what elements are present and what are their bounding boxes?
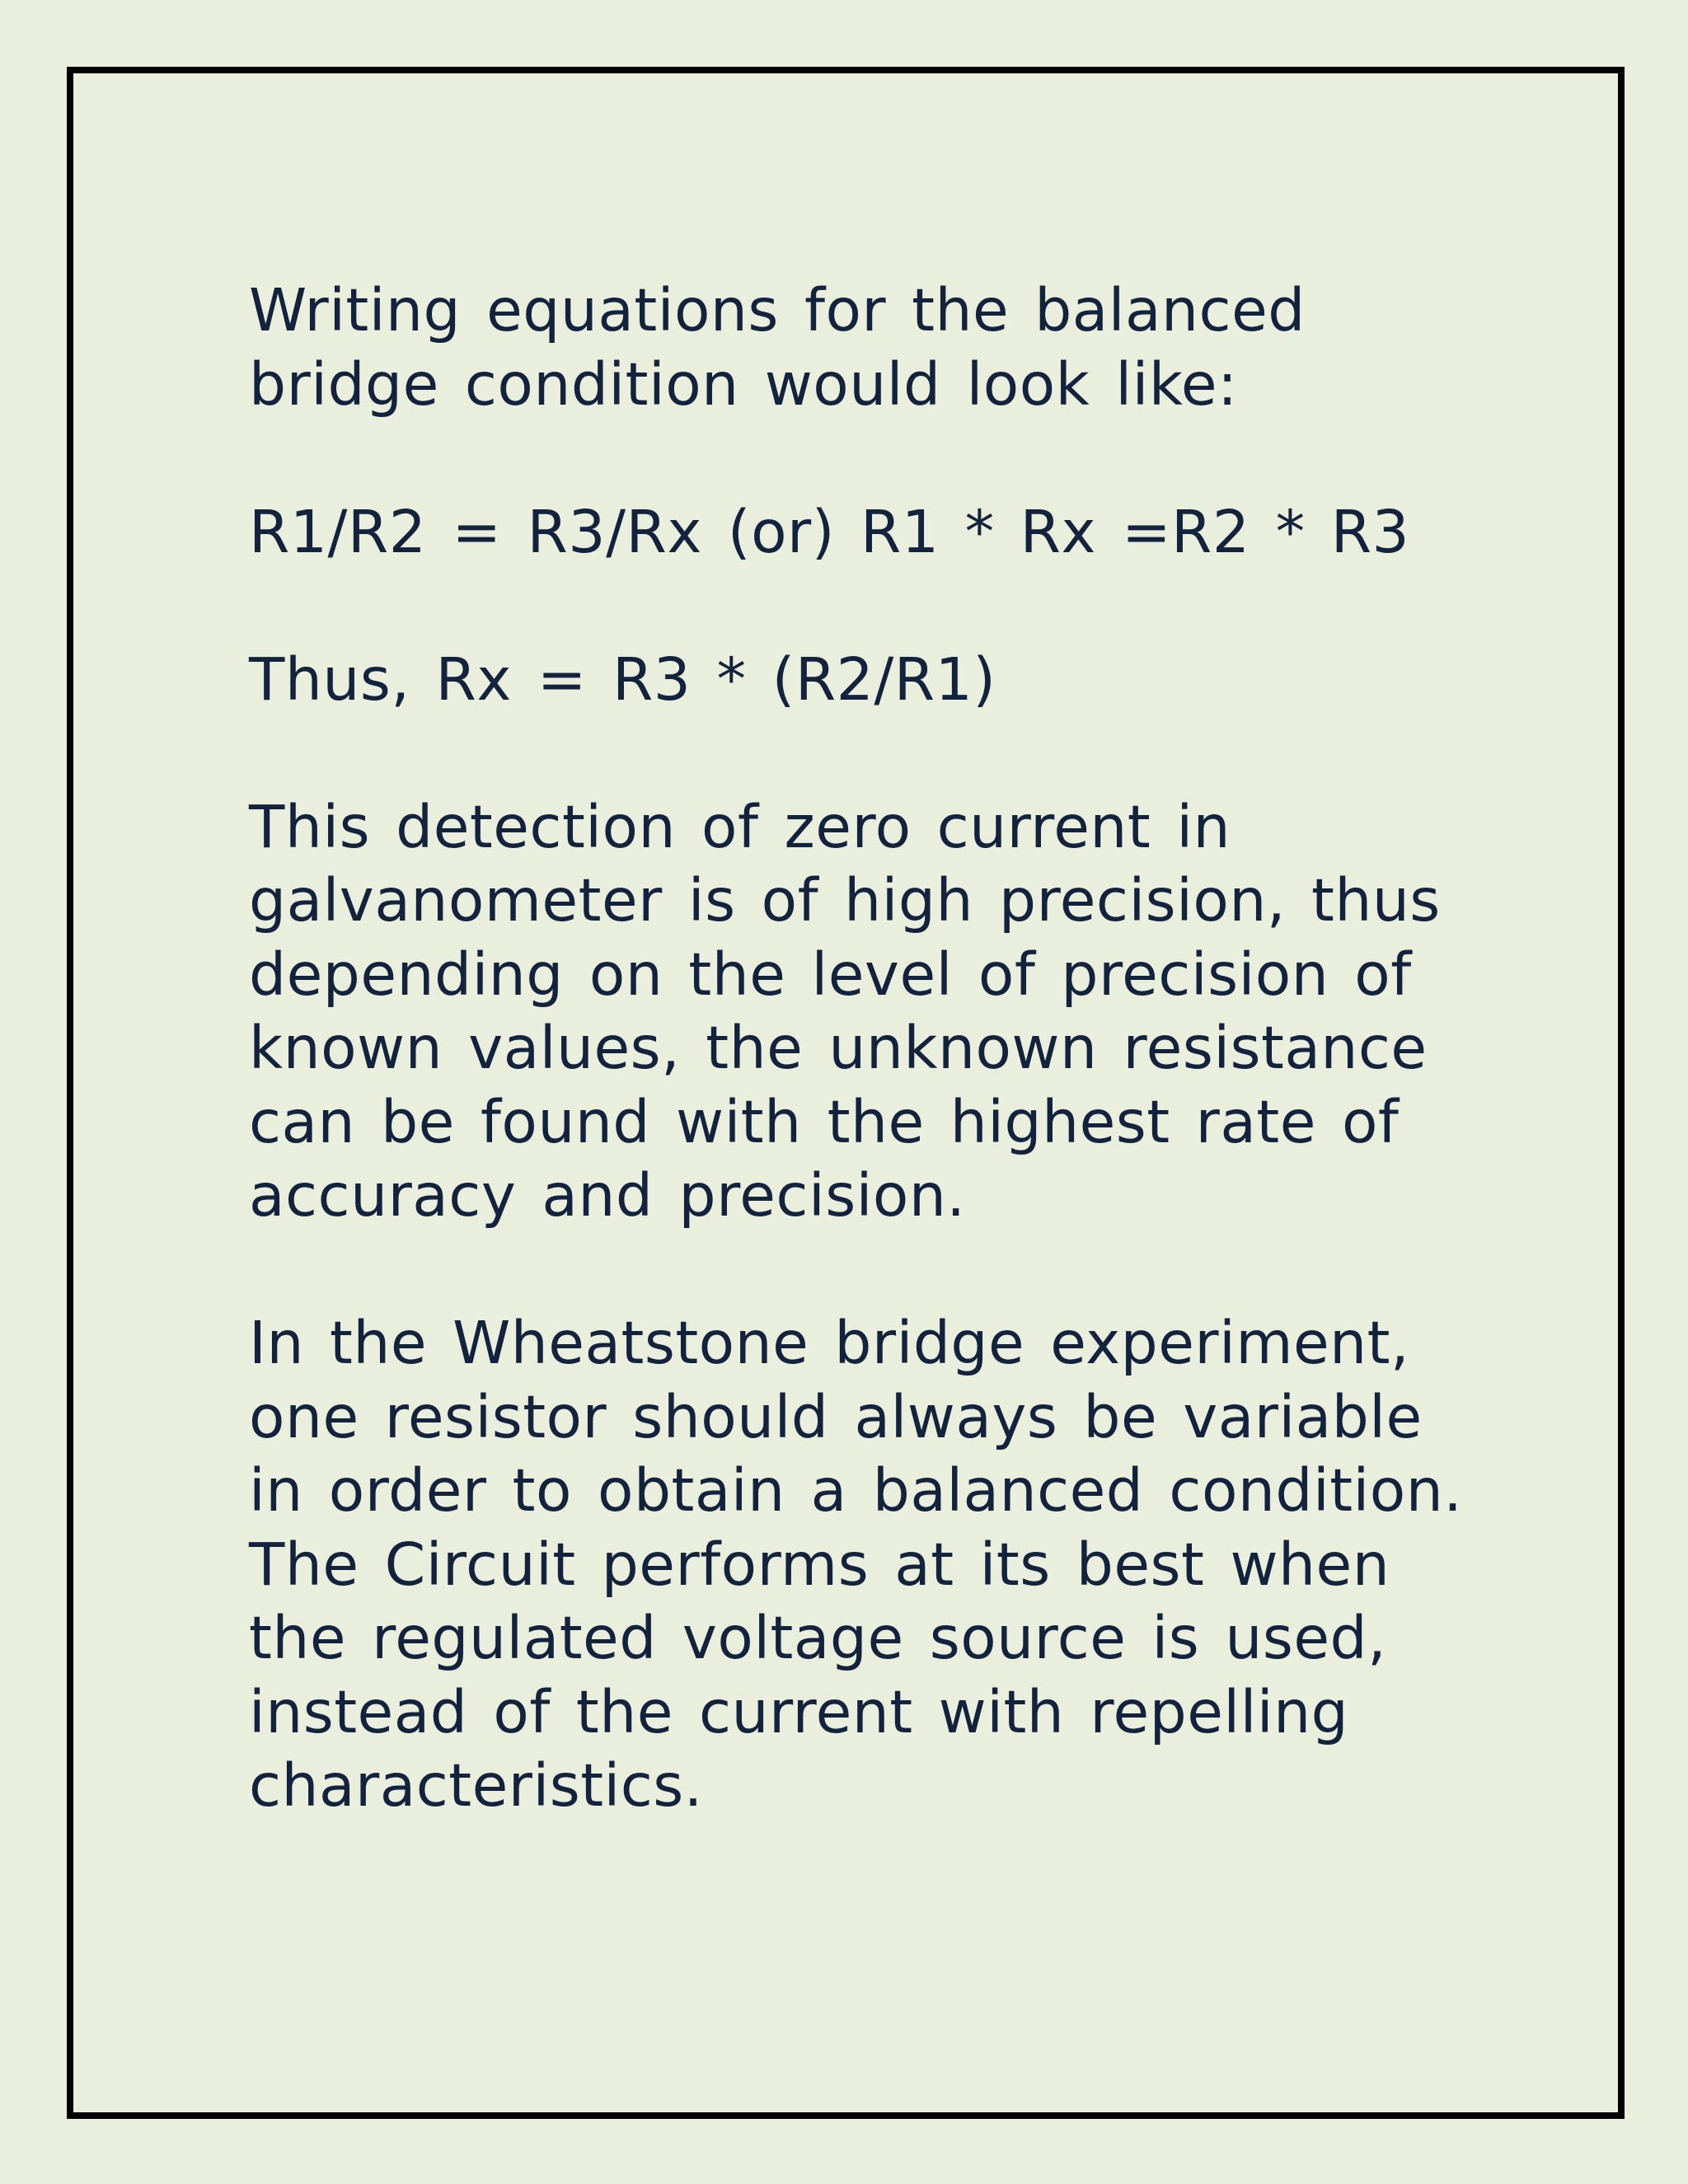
equation-line: Thus, Rx = R3 * (R2/R1)	[249, 644, 996, 714]
precision-paragraph	[249, 790, 1535, 1233]
text-line: In the Wheatstone bridge experiment,	[249, 1309, 1410, 1377]
balance-equation	[249, 495, 1535, 569]
equation-line: R1/R2 = R3/Rx (or) R1 * Rx =R2 * R3	[249, 497, 1410, 566]
document-body	[249, 274, 1535, 1896]
text-line: characteristics.	[249, 1751, 703, 1820]
text-line: one resistor should always be variable	[249, 1382, 1423, 1451]
text-line: Writing equations for the balanced	[249, 276, 1306, 344]
text-line: accuracy and precision.	[249, 1161, 966, 1230]
text-line: bridge condition would look like:	[249, 349, 1238, 419]
text-line: known values, the unknown resistance	[249, 1014, 1428, 1082]
rx-equation	[249, 643, 1535, 717]
text-line: in order to obtain a balanced condition.	[249, 1456, 1463, 1525]
text-line: This detection of zero current in	[249, 792, 1231, 861]
text-line: the regulated voltage source is used,	[249, 1604, 1387, 1672]
text-line: instead of the current with repelling	[249, 1677, 1349, 1746]
text-line: The Circuit performs at its best when	[249, 1530, 1390, 1599]
experiment-paragraph	[249, 1306, 1535, 1823]
text-line: can be found with the highest rate of	[249, 1087, 1400, 1156]
text-line: galvanometer is of high precision, thus	[249, 866, 1441, 935]
intro-paragraph	[249, 274, 1535, 421]
text-line: depending on the level of precision of	[249, 940, 1412, 1009]
